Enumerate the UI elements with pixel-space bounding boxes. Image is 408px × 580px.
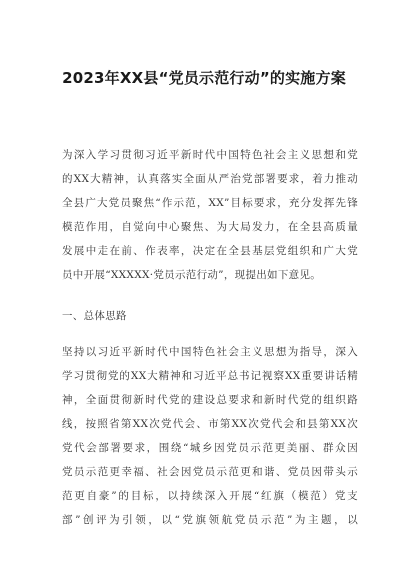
section-heading: 一、总体思路 (62, 310, 127, 322)
text-line: 发展中走在前、作表率，决定在全县基层党组织和广大党 (62, 245, 358, 257)
body-paragraph (62, 340, 358, 532)
intro-paragraph (62, 143, 358, 287)
text-line: 全县广大党员聚焦“作示范，XX”目标要求，充分发挥先锋 (62, 197, 358, 209)
text-line: 神，全面贯彻新时代党的建设总要求和新时代党的组织路 (62, 394, 358, 406)
text-line: 党员示范更幸福、社会因党员示范更和谐、党员因带头示 (62, 466, 358, 478)
text-line: 的XX大精神，认真落实全面从严治党部署要求，着力推动 (62, 173, 358, 185)
text-line: 为深入学习贯彻习近平新时代中国特色社会主义思想和党 (62, 149, 358, 161)
text-line: 线，按照省第XX次党代会、市第XX次党代会和县第XX次 (62, 418, 358, 430)
document-title: 2023年XX县“党员示范行动”的实施方案 (62, 69, 346, 87)
text-line: 学习贯彻党的XX大精神和习近平总书记视察XX重要讲话精 (62, 370, 358, 382)
text-line: 模范作用，自觉向中心聚焦、为大局发力，在全县高质量 (62, 221, 358, 233)
text-line: 范更自豪”的目标，以持续深入开展“红旗（模范）党支 (62, 490, 358, 502)
text-line: 部”创评为引领，以“党旗领航党员示范”为主题，以 (62, 514, 358, 526)
text-line: 员中开展“XXXXX·党员示范行动”，现提出如下意见。 (62, 269, 322, 281)
text-line: 坚持以习近平新时代中国特色社会主义思想为指导，深入 (62, 346, 358, 358)
text-line: 党代会部署要求，围绕“城乡因党员示范更美丽、群众因 (62, 442, 358, 454)
